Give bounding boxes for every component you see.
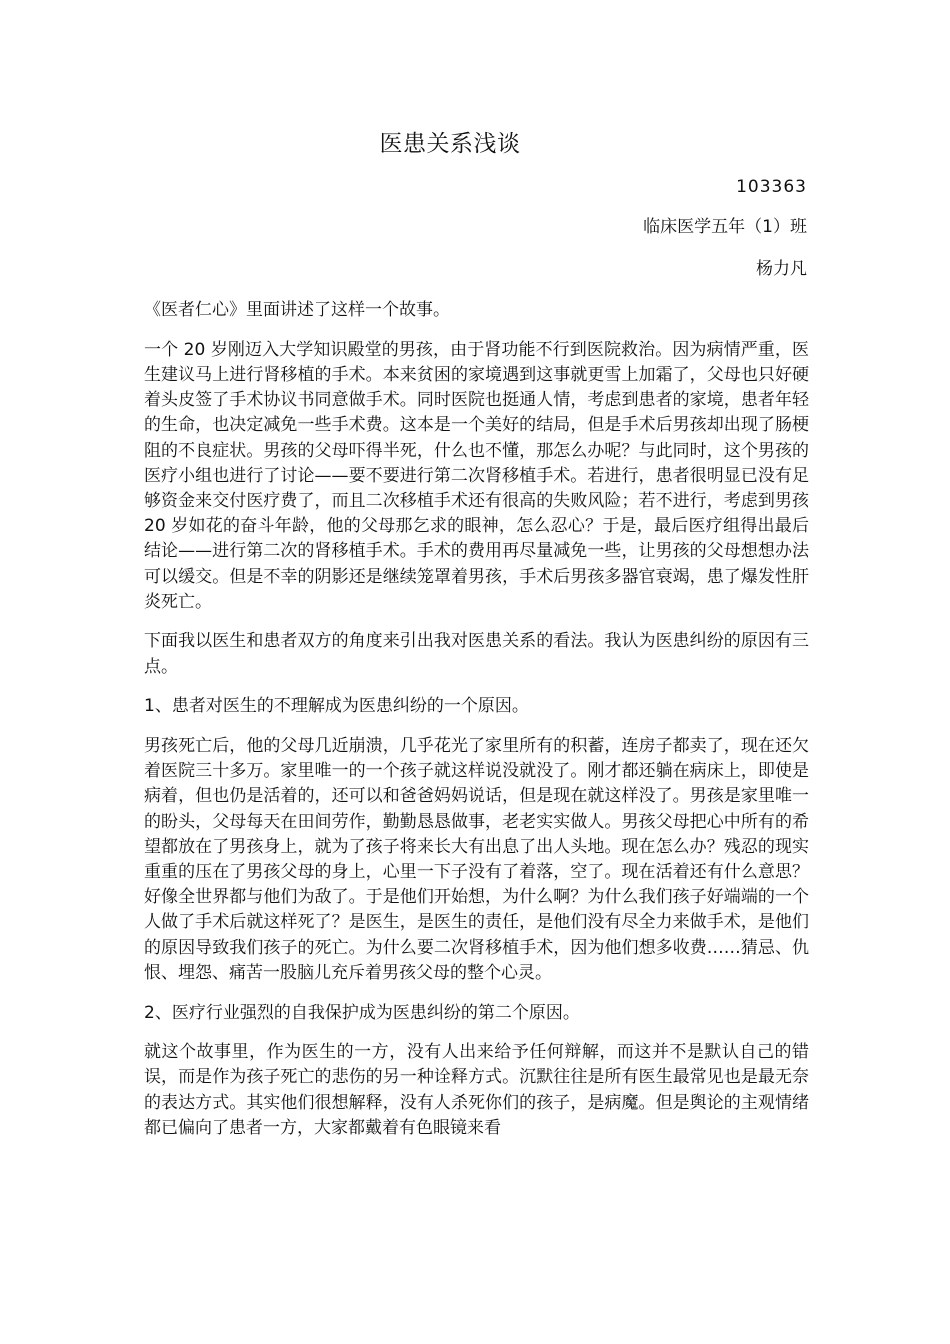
heading-reason-1: 1、患者对医生的不理解成为医患纠纷的一个原因。 [144, 696, 529, 717]
paragraph-story: 一个 20 岁刚迈入大学知识殿堂的男孩，由于肾功能不行到医院救治。因为病情严重，医生建议马上进行肾移植的手术。本来贫困的家境遇到这事就更雪上加霜了，父母也只好硬着头皮签了手术协议书同意做手术。同时医院也挺通人情，考虑到患者的家境，患者年轻的生命，也决定减免一些手术费。这本是一个美好的结局，但是手术后男孩却出现了肠梗阻的不良症状。男孩的父母吓得半死，什么也不懂，那怎么办呢？与此同时，这个男孩的医疗小组也进行了讨论——要不要进行第二次肾移植手术。若进行，患者很明显已没有足够资金来交付医疗费了，而且二次移植手术还有很高的失败风险；若不进行，考虑到男孩 20 岁如花的奋斗年龄，他的父母那乞求的眼神，怎么忍心？于是，最后医疗组得出最后结论——进行第二次的肾移植手术。手术的费用再尽量减免一些，让男孩的父母想想办法可以缓交。但是不幸的阴影还是继续笼罩着男孩，手术后男孩多器官衰竭，患了爆发性肝炎死亡。 [144, 339, 809, 612]
document-title: 医患关系浅谈 [379, 131, 521, 157]
author-name: 杨力凡 [756, 259, 807, 279]
heading-reason-2: 2、医疗行业强烈的自我保护成为医患纠纷的第二个原因。 [144, 1002, 580, 1023]
paragraph-intro: 《医者仁心》里面讲述了这样一个故事。 [144, 300, 450, 320]
document-body [144, 298, 809, 1156]
document-page [144, 0, 809, 1344]
class-name: 临床医学五年（1）班 [643, 217, 807, 237]
paragraph-thesis: 下面我以医生和患者双方的角度来引出我对医患关系的看法。我认为医患纠纷的原因有三点。 [144, 631, 809, 677]
paragraph-reason-1: 男孩死亡后，他的父母几近崩溃，几乎花光了家里所有的积蓄，连房子都卖了，现在还欠着医院三十多万。家里唯一的一个孩子就这样说没就没了。刚才都还躺在病床上，即使是病着，但也仍是活着的，还可以和爸爸妈妈说话，但是现在就这样没了。男孩是家里唯一的盼头，父母每天在田间劳作，勤勤恳恳做事，老老实实做人。男孩父母把心中所有的希望都放在了男孩身上，就为了孩子将来长大有出息了出人头地。现在怎么办？残忍的现实重重的压在了男孩父母的身上，心里一下子没有了着落，空了。现在活着还有什么意思？好像全世界都与他们为敌了。于是他们开始想，为什么啊？为什么我们孩子好端端的一个人做了手术后就这样死了？是医生，是医生的责任，是他们没有尽全力来做手术，是他们的原因导致我们孩子的死亡。为什么要二次肾移植手术，因为他们想多收费……猜忌、仇恨、埋怨、痛苦一股脑儿充斥着男孩父母的整个心灵。 [144, 736, 809, 983]
student-id: 103363 [736, 177, 807, 197]
paragraph-reason-2: 就这个故事里，作为医生的一方，没有人出来给予任何辩解，而这并不是默认自己的错误，而是作为孩子死亡的悲伤的另一种诠释方式。沉默往往是所有医生最常见也是最无奈的表达方式。其实他们很想解释，没有人杀死你们的孩子，是病魔。但是舆论的主观情绪都已偏向了患者一方，大家都戴着有色眼镜来看 [144, 1042, 809, 1138]
